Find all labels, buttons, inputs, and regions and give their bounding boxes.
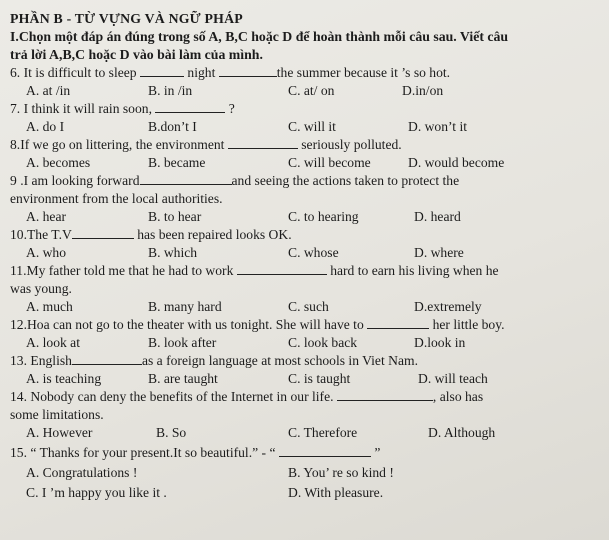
- question-15-text-a: 15. “ Thanks for your present.It so beautiful.” - “: [10, 445, 276, 460]
- q6-option-d: D.in/on: [402, 83, 444, 98]
- q9-option-c: C. to hearing: [288, 209, 359, 224]
- question-10: [10, 226, 292, 244]
- question-15: [10, 444, 380, 462]
- question-10-text-b: has been repaired looks OK.: [137, 227, 292, 242]
- q10-option-c: C. whose: [288, 245, 339, 260]
- q6-option-b: B. in /in: [148, 83, 193, 98]
- q11-option-c: C. such: [288, 299, 329, 314]
- q9-option-d: D. heard: [414, 209, 461, 224]
- q9-option-a: A. hear: [26, 209, 67, 224]
- q14-option-d: D. Although: [428, 425, 496, 440]
- q11-option-a: A. much: [26, 299, 73, 314]
- question-11-text-a: 11.My father told me that he had to work: [10, 263, 234, 278]
- answer-blank: [72, 352, 142, 365]
- question-7-text-a: 7. I think it will rain soon,: [10, 101, 152, 116]
- q14-option-c: C. Therefore: [288, 425, 358, 440]
- question-13-text-b: as a foreign language at most schools in Viet Nam.: [141, 353, 418, 368]
- section-title: PHẦN B - TỪ VỰNG VÀ NGỮ PHÁP: [10, 11, 243, 26]
- question-14-line-2: some limitations.: [10, 407, 104, 422]
- q10-option-b: B. which: [148, 245, 198, 260]
- question-9-text-a: 9 .I am looking forward: [10, 173, 140, 188]
- q10-option-d: D. where: [414, 245, 464, 260]
- question-7-text-b: ?: [228, 101, 235, 116]
- question-13: [10, 352, 418, 370]
- q12-option-c: C. look back: [288, 335, 358, 350]
- q15-option-c: C. I ’m happy you like it .: [26, 485, 167, 500]
- answer-blank: [237, 262, 327, 275]
- question-12-text-a: 12.Hoa can not go to the theater with us tonight. She will have to: [10, 317, 364, 332]
- q7-option-b: B.don’t I: [148, 119, 197, 134]
- q11-option-b: B. many hard: [148, 299, 222, 314]
- answer-blank: [219, 64, 277, 77]
- q8-option-a: A. becomes: [26, 155, 91, 170]
- q7-option-c: C. will it: [288, 119, 336, 134]
- q6-option-a: A. at /in: [26, 83, 71, 98]
- question-7: [10, 100, 235, 118]
- answer-blank: [367, 316, 429, 329]
- question-15-text-b: ”: [374, 445, 381, 460]
- answer-blank: [228, 136, 298, 149]
- q14-option-a: A. However: [26, 425, 93, 440]
- q8-option-c: C. will become: [288, 155, 371, 170]
- question-10-text-a: 10.The T.V: [10, 227, 72, 242]
- q12-option-a: A. look at: [26, 335, 80, 350]
- answer-blank: [140, 64, 184, 77]
- q13-option-d: D. will teach: [418, 371, 488, 386]
- question-12-text-b: her little boy.: [432, 317, 505, 332]
- q15-option-d: D. With pleasure.: [288, 485, 384, 500]
- question-11-line-2: was young.: [10, 281, 72, 296]
- question-11-text-b: hard to earn his living when he: [330, 263, 499, 278]
- q7-option-a: A. do I: [26, 119, 65, 134]
- question-9-line-2: environment from the local authorities.: [10, 191, 223, 206]
- q7-option-d: D. won’t it: [408, 119, 468, 134]
- question-14-text-a: 14. Nobody can deny the benefits of the Internet in our life.: [10, 389, 334, 404]
- question-11: [10, 262, 499, 280]
- q8-option-d: D. would become: [408, 155, 505, 170]
- q11-option-d: D.extremely: [414, 299, 482, 314]
- q15-option-a: A. Congratulations !: [26, 465, 138, 480]
- question-12: [10, 316, 505, 334]
- question-9-text-b: and seeing the actions taken to protect the: [231, 173, 460, 188]
- answer-blank: [337, 388, 433, 401]
- question-6: [10, 64, 450, 82]
- q6-option-c: C. at/ on: [288, 83, 335, 98]
- question-9: [10, 172, 459, 190]
- instruction-line-2: trả lời A,B,C hoặc D vào bài làm của mình.: [10, 47, 263, 62]
- question-6-text-a: 6. It is difficult to sleep: [10, 65, 137, 80]
- q13-option-a: A. is teaching: [26, 371, 102, 386]
- answer-blank: [140, 172, 232, 185]
- q9-option-b: B. to hear: [148, 209, 202, 224]
- question-8: [10, 136, 402, 154]
- question-14: [10, 388, 483, 406]
- instruction-line-1: I.Chọn một đáp án đúng trong số A, B,C hoặc D để hoàn thành mỗi câu sau. Viết câu: [10, 29, 509, 44]
- answer-blank: [155, 100, 225, 113]
- q8-option-b: B. became: [148, 155, 206, 170]
- question-6-text-b: night: [187, 65, 216, 80]
- q14-option-b: B. So: [156, 425, 187, 440]
- question-14-text-b: , also has: [432, 389, 484, 404]
- question-6-text-c: the summer because it ’s so hot.: [276, 65, 451, 80]
- question-13-text-a: 13. English: [10, 353, 72, 368]
- q15-option-b: B. You’ re so kind !: [288, 465, 394, 480]
- answer-blank: [72, 226, 134, 239]
- q13-option-b: B. are taught: [148, 371, 218, 386]
- q10-option-a: A. who: [26, 245, 67, 260]
- question-8-text-b: seriously polluted.: [301, 137, 402, 152]
- answer-blank: [279, 444, 371, 457]
- q12-option-b: B. look after: [148, 335, 217, 350]
- question-8-text-a: 8.If we go on littering, the environment: [10, 137, 225, 152]
- q12-option-d: D.look in: [414, 335, 466, 350]
- q13-option-c: C. is taught: [288, 371, 351, 386]
